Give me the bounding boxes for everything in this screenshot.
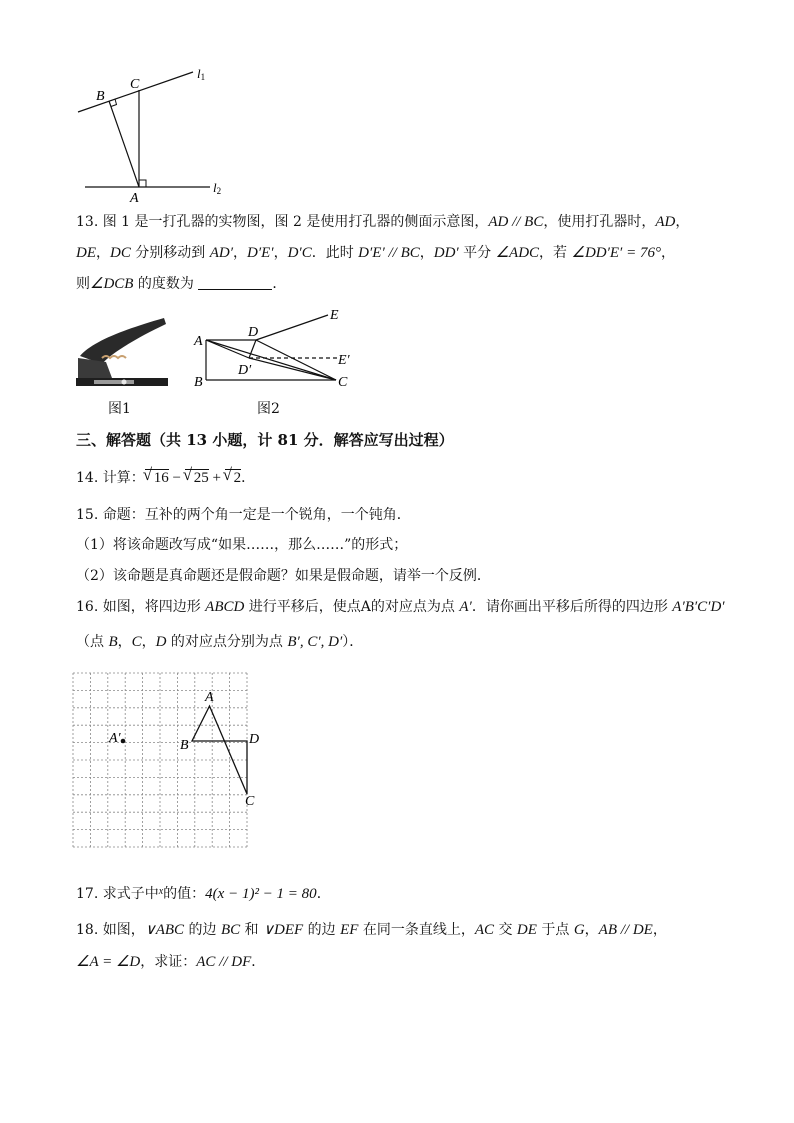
q17-text: 求式子中 bbox=[102, 886, 159, 902]
q13-text: 的度数为 bbox=[133, 276, 199, 292]
q17 bbox=[76, 882, 331, 904]
punch-slot bbox=[94, 380, 134, 384]
q14-minus: − bbox=[168, 470, 185, 486]
q18-text: 在同一条直线上， bbox=[358, 922, 475, 938]
label-C: C bbox=[130, 77, 140, 92]
q13-text: ， bbox=[675, 214, 690, 230]
label-C: C bbox=[338, 375, 348, 390]
figure-1-hole-punch bbox=[72, 312, 172, 394]
q16-math: A bbox=[360, 599, 371, 615]
q17-text2: 的值： bbox=[163, 886, 206, 902]
q14-plus: + bbox=[208, 470, 225, 486]
q13-text: 分别移动到 bbox=[130, 245, 210, 261]
q18-line1 bbox=[76, 920, 667, 940]
q13-math: D′E′ bbox=[247, 245, 274, 261]
q18-text: ． bbox=[251, 954, 266, 970]
q15-sub1: （1）将该命题改写成“如果……，那么……”的形式； bbox=[76, 537, 408, 553]
q16-math: ABCD bbox=[205, 599, 245, 615]
q14 bbox=[76, 468, 255, 488]
q18-math: G bbox=[573, 922, 585, 938]
q13-text: ，若 bbox=[539, 245, 572, 261]
q17-equation: 4(x − 1)² − 1 = 80 bbox=[205, 886, 317, 902]
section-3-heading: 三、解答题（共 13 小题，计 81 分．解答应写出过程） bbox=[76, 431, 454, 449]
q13-text: ， bbox=[233, 245, 248, 261]
q16-text: ．请你画出平移后所得的四边形 bbox=[471, 599, 673, 615]
q16-math: A′B′C′D′ bbox=[672, 599, 725, 615]
q13-math: D′E′ // BC bbox=[358, 245, 420, 261]
segment-DE bbox=[256, 315, 328, 340]
q13-text: ， bbox=[273, 245, 288, 261]
q16-math: A′ bbox=[459, 599, 472, 615]
q18-math: BC bbox=[220, 922, 241, 938]
q16-line2 bbox=[76, 632, 363, 652]
q13-line3 bbox=[76, 274, 286, 294]
q18-math: AC bbox=[474, 922, 495, 938]
label-A: A bbox=[194, 334, 203, 349]
q13-text: 平分 bbox=[458, 245, 496, 261]
point-A-prime bbox=[121, 739, 126, 744]
segment-BA bbox=[109, 101, 139, 187]
q18-math: AB // DE bbox=[598, 922, 653, 938]
grid-figure bbox=[72, 672, 264, 864]
q15-text: 命题：互补的两个角一定是一个锐角，一个钝角． bbox=[102, 507, 411, 523]
q17-end: ． bbox=[316, 886, 331, 902]
q18-text: 如图， bbox=[102, 922, 145, 938]
q13-math: AD // BC bbox=[488, 214, 544, 230]
label-E-prime: E′ bbox=[338, 353, 350, 368]
q13-math: ∠ADC bbox=[495, 245, 540, 261]
label-D-prime: D′ bbox=[238, 363, 252, 378]
q16-text: 进行平移后，使点 bbox=[244, 599, 361, 615]
q13-math: AD′ bbox=[209, 245, 234, 261]
q13-text: ， bbox=[96, 245, 110, 261]
q13-math: ∠DD′E′ = 76° bbox=[571, 245, 661, 261]
q13-text: ， bbox=[419, 245, 434, 261]
q14-sqrt-25: √ 25 bbox=[185, 469, 209, 486]
answer-blank[interactable] bbox=[198, 275, 272, 290]
q18-text: ， bbox=[652, 922, 667, 938]
q16-text: 的对应点为点 bbox=[370, 599, 460, 615]
q18-text: ，求证： bbox=[140, 954, 197, 970]
q18-text: 的边 bbox=[184, 922, 221, 938]
q16-text: ， bbox=[141, 634, 156, 650]
segment-DC bbox=[256, 340, 336, 380]
q13-math: D′C bbox=[287, 245, 312, 261]
q13-math: DC bbox=[110, 245, 131, 261]
label-B: B bbox=[194, 375, 203, 390]
label-l1: l1 bbox=[197, 66, 206, 82]
figure-2-caption: 图2 bbox=[257, 401, 280, 417]
q16-math: C bbox=[131, 634, 142, 650]
label-B: B bbox=[180, 738, 189, 753]
figure-lines-l1-l2 bbox=[70, 62, 240, 204]
label-E: E bbox=[330, 308, 339, 323]
label-D: D bbox=[249, 732, 260, 747]
figure-2-schematic bbox=[192, 305, 362, 390]
label-l2: l2 bbox=[213, 180, 222, 196]
label-B: B bbox=[96, 89, 105, 104]
q13-text: ．此时 bbox=[311, 245, 359, 261]
q16-math: B′, C′, D′ bbox=[287, 634, 343, 650]
q13-text: ， bbox=[660, 245, 675, 261]
q18-math: DE bbox=[516, 922, 537, 938]
q14-text: 计算： bbox=[102, 470, 145, 486]
q18-text: ， bbox=[584, 922, 599, 938]
q13-line1 bbox=[76, 212, 689, 232]
segment-AC bbox=[206, 340, 336, 380]
q14-sqrt-16: √ 16 bbox=[145, 469, 169, 486]
q16-math: D bbox=[155, 634, 167, 650]
q16-line1 bbox=[76, 597, 725, 617]
q18-math: ∨DEF bbox=[263, 922, 304, 938]
grid-lines bbox=[73, 673, 247, 847]
q15-number: 15. bbox=[76, 507, 99, 523]
q16-text: ）． bbox=[342, 634, 364, 650]
label-A-prime: A′ bbox=[109, 731, 121, 746]
q13-math: DE bbox=[76, 245, 96, 261]
q18-math: ∠A = ∠D bbox=[76, 954, 141, 970]
q18-text: 交 bbox=[494, 922, 517, 938]
figure-1-caption: 图1 bbox=[108, 401, 131, 417]
q18-text: 的边 bbox=[303, 922, 341, 938]
q13-text: 则 bbox=[76, 276, 90, 292]
q13-math: AD bbox=[655, 214, 676, 230]
q16-text: ， bbox=[117, 634, 132, 650]
label-C: C bbox=[245, 794, 255, 809]
q13-line2 bbox=[76, 243, 675, 263]
punch-body bbox=[78, 358, 112, 380]
q14-end: ． bbox=[241, 470, 256, 486]
q13-text: ． bbox=[272, 276, 287, 292]
q15-sub2: （2）该命题是真命题还是假命题？如果是假命题，请举一个反例． bbox=[76, 568, 491, 584]
q13-math: DD′ bbox=[433, 245, 459, 261]
label-A: A bbox=[205, 690, 214, 705]
q16-number: 16. bbox=[76, 599, 99, 615]
q13-text: ，使用打孔器时， bbox=[543, 214, 656, 230]
q18-math: EF bbox=[340, 922, 359, 938]
q13-text: 图 1 是一打孔器的实物图，图 2 是使用打孔器的侧面示意图， bbox=[102, 214, 489, 230]
q16-text: 的对应点分别为点 bbox=[166, 634, 288, 650]
q18-text: 于点 bbox=[536, 922, 574, 938]
q18-math: AC // DF bbox=[196, 954, 252, 970]
q16-text: （点 bbox=[76, 634, 109, 650]
q14-sqrt-2: √ 2 bbox=[225, 469, 242, 486]
q18-line2 bbox=[76, 952, 265, 972]
q13-number: 13. bbox=[76, 214, 99, 230]
q16-math: B bbox=[108, 634, 118, 650]
q16-text: 如图，将四边形 bbox=[102, 599, 206, 615]
q14-number: 14. bbox=[76, 470, 99, 486]
segment-D-prime-C bbox=[249, 358, 336, 380]
q13-math: ∠DCB bbox=[90, 276, 134, 292]
segment-AD-prime bbox=[206, 340, 249, 358]
label-D: D bbox=[248, 325, 259, 340]
q18-number: 18. bbox=[76, 922, 99, 938]
q17-number: 17. bbox=[76, 886, 99, 902]
q17-variable: x bbox=[158, 886, 164, 897]
punch-hole bbox=[122, 380, 127, 385]
q18-math: ∨ABC bbox=[144, 922, 185, 938]
label-A: A bbox=[130, 191, 139, 204]
q18-text: 和 bbox=[240, 922, 264, 938]
q15-statement bbox=[76, 505, 411, 525]
quadrilateral-ABCD bbox=[192, 706, 247, 794]
right-angle-mark-A bbox=[139, 180, 146, 187]
